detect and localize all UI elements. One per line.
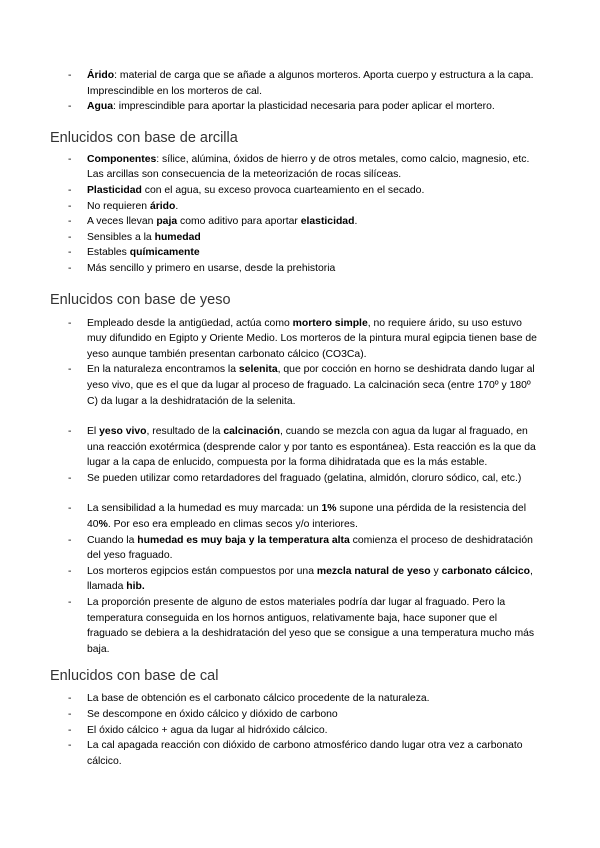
list-item-text: El yeso vivo, resultado de la calcinación, cuando se mezcla con agua da lugar al fraguado, en una reacción exotérmica (desprende calor y por tanto es espontánea). Esta reacción es la que da lugar a la capa de enlucido, compuesta por la forma dihidratada que es la más estable.: [87, 426, 536, 469]
bullet-dash: -: [68, 247, 72, 259]
bullet-dash: -: [68, 426, 72, 438]
list-item-text: La sensibilidad a la humedad es muy marcada: un 1% supone una pérdida de la resistencia del 40%. Por eso era empleado en climas secos y/o interiores.: [87, 503, 527, 531]
bold-term: calcinación: [223, 426, 280, 438]
bullet-dash: -: [68, 597, 72, 609]
list-item-text: La cal apagada reacción con dióxido de carbono atmosférico dando lugar otra vez a carbonato cálcico.: [87, 740, 523, 767]
list-item-text: En la naturaleza encontramos la selenita, que por cocción en horno se deshidrata dando lugar al yeso vivo, que es el que da lugar al proceso de fraguado. La calcinación seca (entre 170º y 180º C) da lugar a la deshidratación de la selenita.: [87, 364, 535, 407]
list-item-text: Plasticidad con el agua, su exceso provoca cuarteamiento en el secado.: [87, 184, 425, 196]
list-item-text: Componentes: sílice, alúmina, óxidos de hierro y de otros metales, como calcio, magnesio, etc. Las arcillas son consecuencia de la meteorización de rocas silíceas.: [87, 153, 530, 181]
list-item: [68, 707, 540, 723]
list-item-text: Empleado desde la antigüedad, actúa como mortero simple, no requiere árido, su uso estuvo muy difundido en Egipto y Oriente Medio. Los morteros de la pintura mural egipcia tienen base de yeso aunque también presentan carbonato cálcico (CO3Ca).: [87, 317, 537, 360]
bold-term: Componentes: [87, 153, 157, 165]
bold-term: químicamente: [129, 247, 200, 259]
bullet-dash: -: [68, 534, 72, 546]
bold-term: Plasticidad: [87, 184, 142, 196]
bold-term: 1%: [321, 503, 337, 515]
list-item-text: Árido: material de carga que se añade a algunos morteros. Aporta cuerpo y estructura a la capa. Imprescindible en los morteros de cal.: [87, 70, 534, 97]
bullet-dash: -: [68, 101, 72, 113]
list-item: [68, 152, 540, 183]
paragraph-gap: [68, 409, 540, 424]
bold-term: selenita: [238, 364, 278, 376]
list-item-text: Se pueden utilizar como retardadores del fraguado (gelatina, almidón, cloruro sódico, cal, etc.): [87, 472, 522, 484]
bold-term: árido: [149, 200, 176, 212]
bold-term: Agua: [87, 101, 113, 113]
arcilla-list: [68, 152, 540, 277]
list-item-text: Más sencillo y primero en usarse, desde la prehistoria: [87, 262, 336, 274]
list-item: [68, 214, 540, 230]
bullet-dash: -: [68, 231, 72, 243]
list-item: [68, 362, 540, 409]
bold-term: %: [98, 519, 108, 531]
list-item-text: Se descompone en óxido cálcico y dióxido de carbono: [87, 709, 338, 720]
list-item: [68, 199, 540, 215]
bullet-dash: -: [68, 472, 72, 484]
list-item: [68, 68, 540, 99]
bold-term: hib.: [126, 581, 145, 593]
list-item: [68, 183, 540, 199]
list-item: [68, 471, 540, 487]
bullet-dash: -: [68, 693, 72, 705]
list-item: [68, 245, 540, 261]
yeso-list: [68, 316, 540, 658]
list-item: [68, 316, 540, 363]
list-item-text: Sensibles a la humedad: [87, 231, 201, 243]
list-item: [68, 564, 540, 595]
paragraph-gap: [68, 486, 540, 501]
section-heading: Enlucidos con base de cal: [50, 668, 219, 685]
bullet-dash: -: [68, 709, 72, 720]
cal-list: [68, 691, 540, 769]
bold-term: yeso vivo: [99, 426, 147, 438]
bullet-dash: -: [68, 724, 72, 736]
list-item-text: A veces llevan paja como aditivo para aportar elasticidad.: [87, 216, 358, 228]
bold-term: humedad es muy baja y la temperatura alta: [137, 534, 350, 546]
list-item-text: Agua: imprescindible para aportar la plasticidad necesaria para poder aplicar el mortero.: [87, 101, 495, 113]
list-item: [68, 261, 540, 277]
bullet-dash: -: [68, 70, 72, 81]
list-item-text: Cuando la humedad es muy baja y la temperatura alta comienza el proceso de deshidratación del yeso fraguado.: [87, 534, 533, 562]
list-item: [68, 691, 540, 707]
section-heading: Enlucidos con base de yeso: [50, 291, 231, 308]
bullet-dash: -: [68, 364, 72, 376]
bold-term: Árido: [87, 70, 115, 81]
list-item: [68, 424, 540, 471]
list-item-text: Los morteros egipcios están compuestos por una mezcla natural de yeso y carbonato cálcico, llamada hib.: [87, 565, 533, 593]
list-item: [68, 533, 540, 564]
bullet-dash: -: [68, 216, 72, 228]
bullet-dash: -: [68, 565, 72, 577]
bullet-dash: -: [68, 153, 72, 165]
list-item: [68, 99, 540, 115]
bold-term: carbonato cálcico: [441, 565, 530, 577]
bullet-dash: -: [68, 262, 72, 274]
list-item: [68, 230, 540, 246]
intro-list: [68, 68, 540, 115]
list-item-text: No requieren árido.: [87, 200, 179, 212]
bullet-dash: -: [68, 317, 72, 329]
bullet-dash: -: [68, 200, 72, 212]
bold-term: mortero simple: [292, 317, 368, 329]
list-item-text: La proporción presente de alguno de estos materiales podría dar lugar al fraguado. Pero la temperatura conseguida en los hornos antiguos, relativamente baja, hace suponer que el fraguado se debiera a la deshidratación del yeso que se consigue a una temperatura mucho más baja.: [87, 597, 535, 655]
bullet-dash: -: [68, 740, 72, 752]
bold-term: elasticidad: [300, 216, 355, 228]
list-item: [68, 723, 540, 739]
bold-term: humedad: [154, 231, 201, 243]
bold-term: paja: [156, 216, 178, 228]
list-item: [68, 501, 540, 532]
list-item-text: Estables químicamente: [87, 247, 200, 259]
list-item: [68, 595, 540, 657]
list-item: [68, 738, 540, 769]
list-item-text: El óxido cálcico + agua da lugar al hidróxido cálcico.: [87, 724, 328, 736]
bullet-dash: -: [68, 503, 72, 515]
bold-term: mezcla natural de yeso: [316, 565, 431, 577]
list-item-text: La base de obtención es el carbonato cálcico procedente de la naturaleza.: [87, 693, 430, 705]
bullet-dash: -: [68, 184, 72, 196]
section-heading: Enlucidos con base de arcilla: [50, 129, 238, 146]
